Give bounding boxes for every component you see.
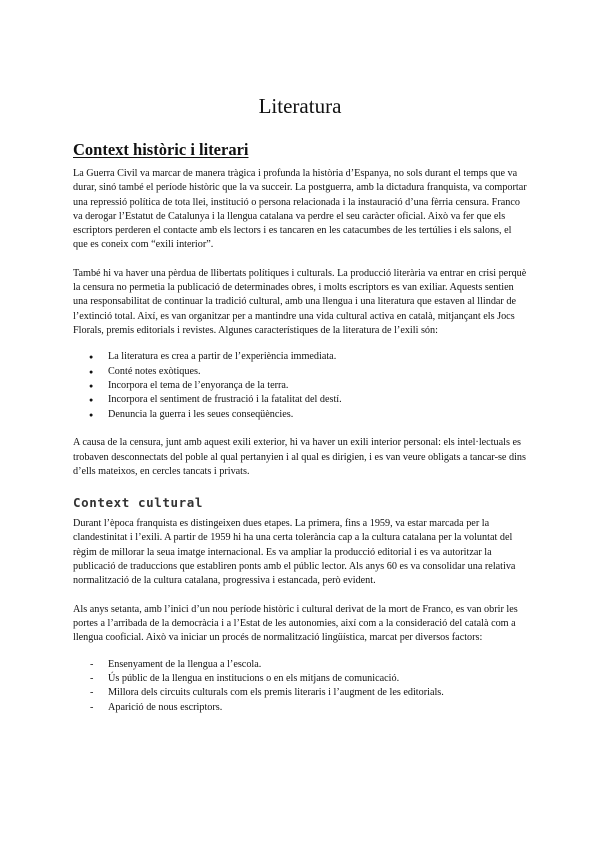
list-item: ● Incorpora el tema de l’enyorança de la terra. [73,379,527,393]
paragraph-inner-exile: A causa de la censura, junt amb aquest exili exterior, hi va haver un exili interior personal: els intel·lectuals es trobaven desconnectats del poble al qual pertanyien i al qual es dirigien, i es van veure obligats a tancar-se dins d’ells mateixos, en cercles tancats i privats. [73,437,526,477]
section-heading-cultural: Context cultural [73,495,204,511]
list-item: ● Conté notes exòtiques. [73,365,527,379]
paragraph-civil-war: La Guerra Civil va marcar de manera tràgica i profunda la història d’Espanya, no sols durant el temps que va durar, sinó també el període històric que la va succeir. La postguerra, amb la dictadura franquista, va comportar una repressió política de tota llei, institució o persona relacionada i la instauració d’una fèrria censura. Franco va derogar l’Estatut de Catalunya i la llengua catalana va perdre el seu caràcter oficial. Això va fer que els escriptors perderen el contacte amb els lectors i es tancaren en les catacumbes de les tertúlies i els salons, el que es coneix com “exili interior”. [73,168,527,251]
exile-characteristics-list [73,350,527,422]
list-item: ● La literatura es crea a partir de l’experiència immediata. [73,350,527,364]
list-item: ● Denuncia la guerra i les seues conseqüències. [73,408,527,422]
section-heading-historic: Context històric i literari [73,140,249,159]
paragraph-loss-of-freedoms: També hi va haver una pèrdua de llibertats polítiques i culturals. La producció literària va entrar en crisi perquè la censura no permetia la publicació de determinades obres, i molts escriptors es van exiliar. Aquests sentien una responsabilitat de continuar la tradició cultural, amb una llengua i una literatura que estaven al llindar de l’extinció total. Així, es van organitzar per a mantindre una vida cultural activa en català, mitjançant els Jocs Florals, premis editorials i revistes. Algunes característiques de la literatura de l’exili són: [73,267,527,336]
list-item: ● Incorpora el sentiment de frustració i la fatalitat del destí. [73,393,527,407]
list-item: - Ensenyament de la llengua a l’escola. [73,658,527,672]
normalization-factors-list [73,658,527,716]
paragraph-franco-era: Durant l’època franquista es distingeixen dues etapes. La primera, fins a 1959, va estar marcada per la clandestinitat i l’exili. A partir de 1959 hi ha una certa tolerància cap a la cultura catalana per la voluntat del règim de millorar la seua imatge internacional. Es va ampliar la producció editorial i es va autoritzar la publicació de traduccions que establiren ponts amb el públic lector. Als anys 60 es va consolidar una relativa normalització de la cultura catalana, progressiva i estancada, però evident. [73,518,516,587]
paragraph-seventies: Als anys setanta, amb l’inici d’un nou període històric i cultural derivat de la mort de Franco, es van obrir les portes a l’arribada de la democràcia i a l’Estat de les autonomies, així com a la consideració del català com a llengua cooficial. Això va iniciar un procés de normalització lingüística, marcat per diversos factors: [73,603,518,644]
list-item: - Millora dels circuits culturals com els premis literaris i l’augment de les editorials. [73,686,527,700]
list-item: - Aparició de nous escriptors. [73,701,527,715]
document-title: Literatura [258,94,342,118]
list-item: - Ús públic de la llengua en institucions o en els mitjans de comunicació. [73,672,527,686]
